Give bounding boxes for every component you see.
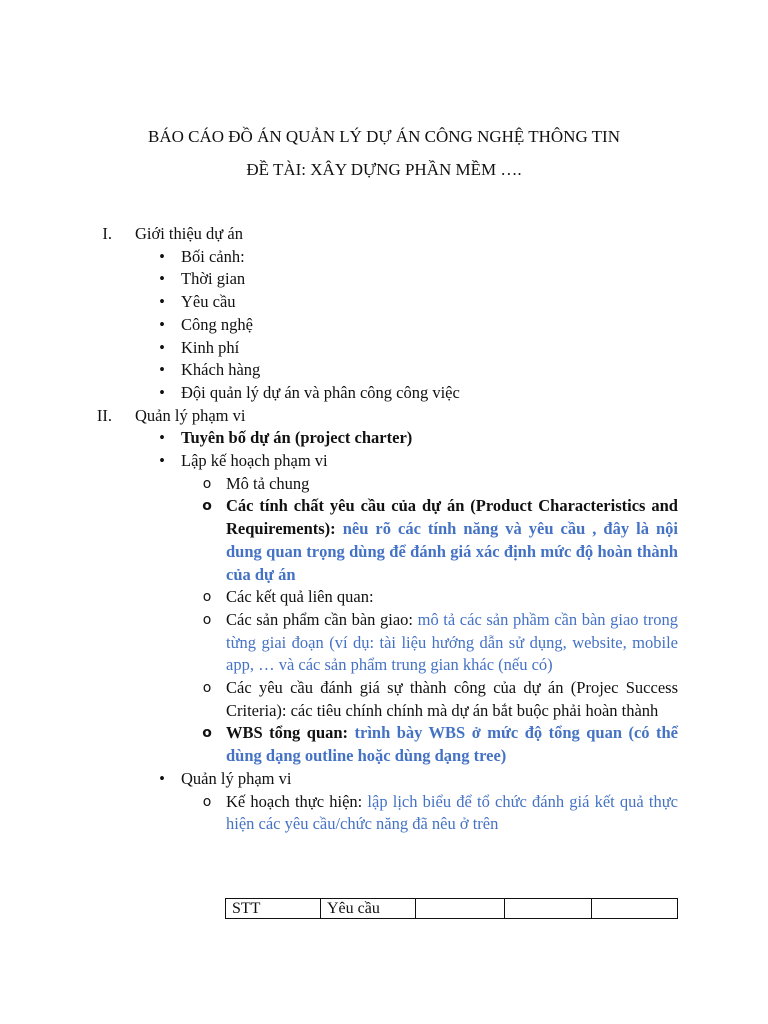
bullet-icon: • (159, 768, 165, 788)
table-header-cell (505, 899, 592, 919)
sub-item-results: o Các kết quả liên quan: (0, 586, 768, 609)
wbs-note: trình bày WBS ở mức độ tổng quan (có thể dùng dạng outline hoặc dùng dạng tree) (226, 723, 678, 766)
sub-item-deliverables (0, 609, 768, 677)
table-header-cell (592, 899, 678, 919)
table-header-row (226, 899, 678, 919)
execution-label: Kế hoạch thực hiện: (226, 791, 363, 811)
table-header-cell: Yêu cầu (321, 899, 416, 919)
deliverables-note: mô tả các sản phầm cần bàn giao trong từng giai đoạn (ví dụ: tài liệu hướng dẫn sử dụng, website, mobile app, … và các sản phẩm trung gian khác (nếu có) (226, 609, 678, 675)
circle-bullet-icon: o (202, 589, 212, 606)
bullet-icon: • (159, 292, 165, 312)
characteristics-note: nêu rõ các tính năng và yêu cầu , đây là nội dung quan trọng dùng để đánh giá xác định mức độ hoàn thành của dự án (226, 519, 678, 584)
list-item-charter: • Tuyên bố dự án (project charter) (0, 427, 768, 450)
circle-bullet-icon: o (202, 611, 212, 628)
requirements-table (225, 898, 678, 919)
list-item: • Công nghệ (0, 314, 768, 337)
circle-bullet-icon: o (202, 725, 212, 742)
sub-item-success-criteria: o Các yêu cầu đánh giá sự thành công của dự án (Projec Success Criteria): các tiêu chính chính mà dự án bắt buộc phải hoàn thành (0, 677, 768, 722)
document-subtitle: ĐỀ TÀI: XÂY DỰNG PHẦN MỀM …. (246, 160, 522, 179)
bullet-icon: • (159, 451, 165, 471)
circle-bullet-icon: o (202, 793, 212, 810)
document-title: BÁO CÁO ĐỒ ÁN QUẢN LÝ DỰ ÁN CÔNG NGHỆ THÔNG TIN (147, 127, 620, 146)
list-item: • Yêu cầu (0, 291, 768, 314)
table-header-cell (416, 899, 505, 919)
sub-item-characteristics (0, 495, 768, 586)
list-item: • Thời gian (0, 268, 768, 291)
table-header-cell: STT (226, 899, 321, 919)
section-title: Quản lý phạm vi (135, 405, 246, 425)
bullet-icon: • (159, 269, 165, 289)
list-item-scope-management: • Quản lý phạm vi (0, 768, 768, 791)
section-heading-scope (0, 405, 768, 428)
list-item-scope-plan: • Lập kế hoạch phạm vi (0, 450, 768, 473)
execution-note: lập lịch biểu để tổ chức đánh giá kết quả thực hiện các yêu cầu/chức năng đã nêu ở trên (226, 791, 678, 834)
bullet-icon: • (159, 428, 165, 448)
circle-bullet-icon: o (202, 498, 212, 515)
sub-item-general: o Mô tả chung (0, 473, 768, 496)
section-numeral: I. (102, 224, 112, 243)
characteristics-label: Các tính chất yêu cầu của dự án (Product Characteristics and Requirements): (226, 496, 678, 539)
section-numeral: II. (96, 405, 112, 425)
bullet-icon: • (159, 382, 165, 402)
bullet-icon: • (159, 337, 165, 357)
document-body (0, 223, 768, 836)
circle-bullet-icon: o (202, 680, 212, 697)
sub-item-wbs (0, 722, 768, 767)
bullet-icon: • (159, 360, 165, 380)
section-title: Giới thiệu dự án (135, 224, 243, 243)
list-item: • Kinh phí (0, 337, 768, 360)
list-item: • Đội quản lý dự án và phân công công việc (0, 382, 768, 405)
section-heading-intro (0, 223, 768, 246)
bullet-icon: • (159, 246, 165, 266)
deliverables-label: Các sản phẩm cần bàn giao: (226, 609, 414, 629)
bullet-icon: • (159, 314, 165, 334)
sub-item-execution-plan (0, 791, 768, 836)
list-item: • Khách hàng (0, 359, 768, 382)
wbs-label: WBS tổng quan: (226, 723, 349, 743)
list-item: • Bối cảnh: (0, 246, 768, 269)
circle-bullet-icon: o (202, 475, 212, 492)
